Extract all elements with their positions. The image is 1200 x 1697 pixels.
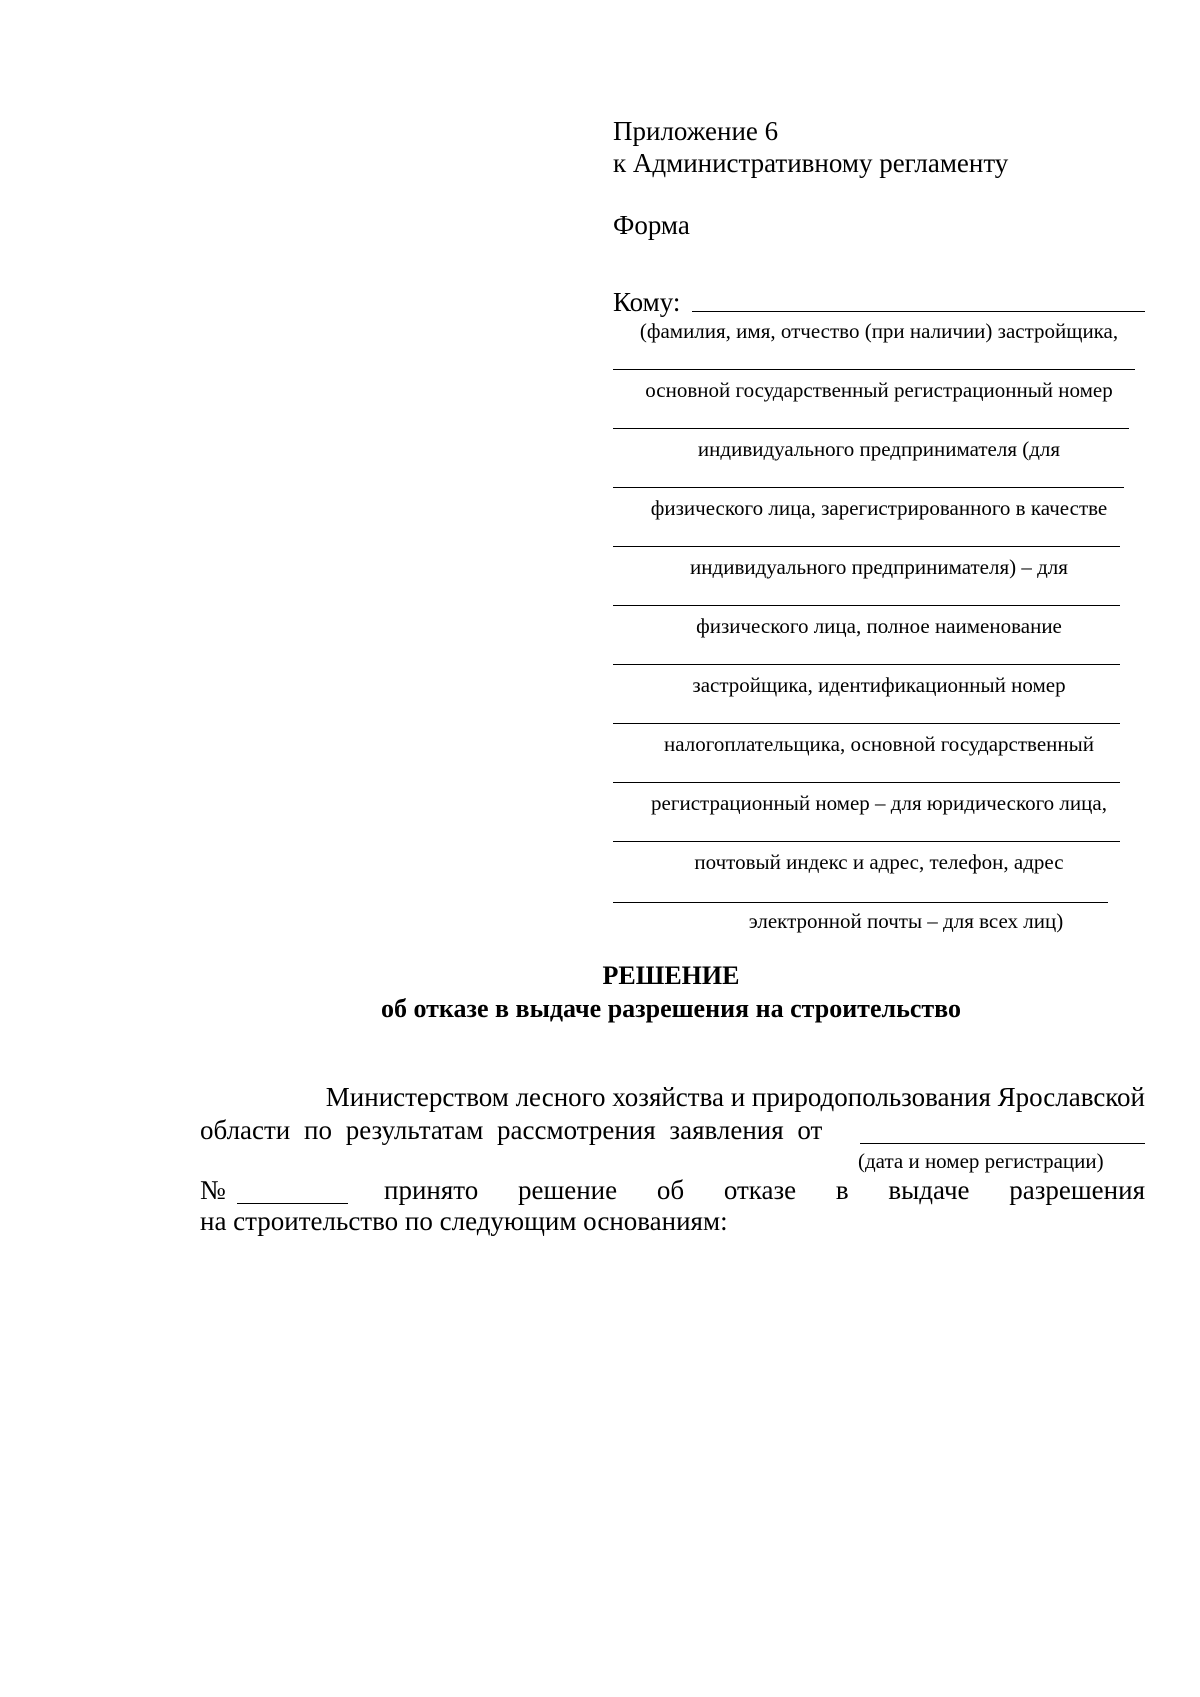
recipient-hint: (фамилия, имя, отчество (при наличии) застройщика, bbox=[639, 319, 1119, 343]
recipient-line[interactable] bbox=[613, 902, 1108, 903]
recipient-label: Кому: bbox=[613, 287, 681, 317]
recipient-line[interactable] bbox=[613, 841, 1120, 842]
form-label: Форма bbox=[613, 210, 690, 240]
recipient-line[interactable] bbox=[613, 487, 1124, 488]
recipient-line[interactable] bbox=[613, 546, 1120, 547]
body-line-4: на строительство по следующим основаниям: bbox=[200, 1206, 728, 1236]
recipient-hint: регистрационный номер – для юридического лица, bbox=[651, 791, 1107, 815]
body-line-3: принято решение об отказе в выдаче разрешения bbox=[384, 1175, 1145, 1205]
appendix-label: Приложение 6 bbox=[613, 116, 779, 146]
body-line-1: Министерством лесного хозяйства и природопользования Ярославской bbox=[325, 1082, 1145, 1112]
recipient-hint: индивидуального предпринимателя) – для bbox=[690, 555, 1068, 579]
recipient-line[interactable] bbox=[692, 311, 1145, 312]
application-number-field[interactable] bbox=[237, 1203, 348, 1204]
application-date-field[interactable] bbox=[860, 1143, 1145, 1144]
recipient-hint: застройщика, идентификационный номер bbox=[692, 673, 1066, 697]
recipient-hint: налогоплательщика, основной государственный bbox=[664, 732, 1094, 756]
recipient-hint: почтовый индекс и адрес, телефон, адрес bbox=[694, 850, 1064, 874]
body-line-2: области по результатам рассмотрения заявления от bbox=[200, 1115, 823, 1145]
recipient-hint: электронной почты – для всех лиц) bbox=[748, 909, 1064, 933]
recipient-line[interactable] bbox=[613, 369, 1135, 370]
document-subtitle: об отказе в выдаче разрешения на строительство bbox=[381, 994, 961, 1023]
document-title: РЕШЕНИЕ bbox=[602, 961, 740, 990]
recipient-hint: индивидуального предпринимателя (для bbox=[697, 437, 1061, 461]
recipient-line[interactable] bbox=[613, 428, 1129, 429]
recipient-line[interactable] bbox=[613, 782, 1120, 783]
number-sign: № bbox=[200, 1175, 226, 1205]
recipient-line[interactable] bbox=[613, 723, 1120, 724]
recipient-line[interactable] bbox=[613, 664, 1120, 665]
regulation-label: к Административному регламенту bbox=[613, 148, 1009, 178]
recipient-hint: физического лица, зарегистрированного в качестве bbox=[650, 496, 1108, 520]
date-hint: (дата и номер регистрации) bbox=[858, 1149, 1104, 1173]
recipient-line[interactable] bbox=[613, 605, 1120, 606]
recipient-hint: основной государственный регистрационный номер bbox=[645, 378, 1113, 402]
recipient-hint: физического лица, полное наименование bbox=[696, 614, 1062, 638]
